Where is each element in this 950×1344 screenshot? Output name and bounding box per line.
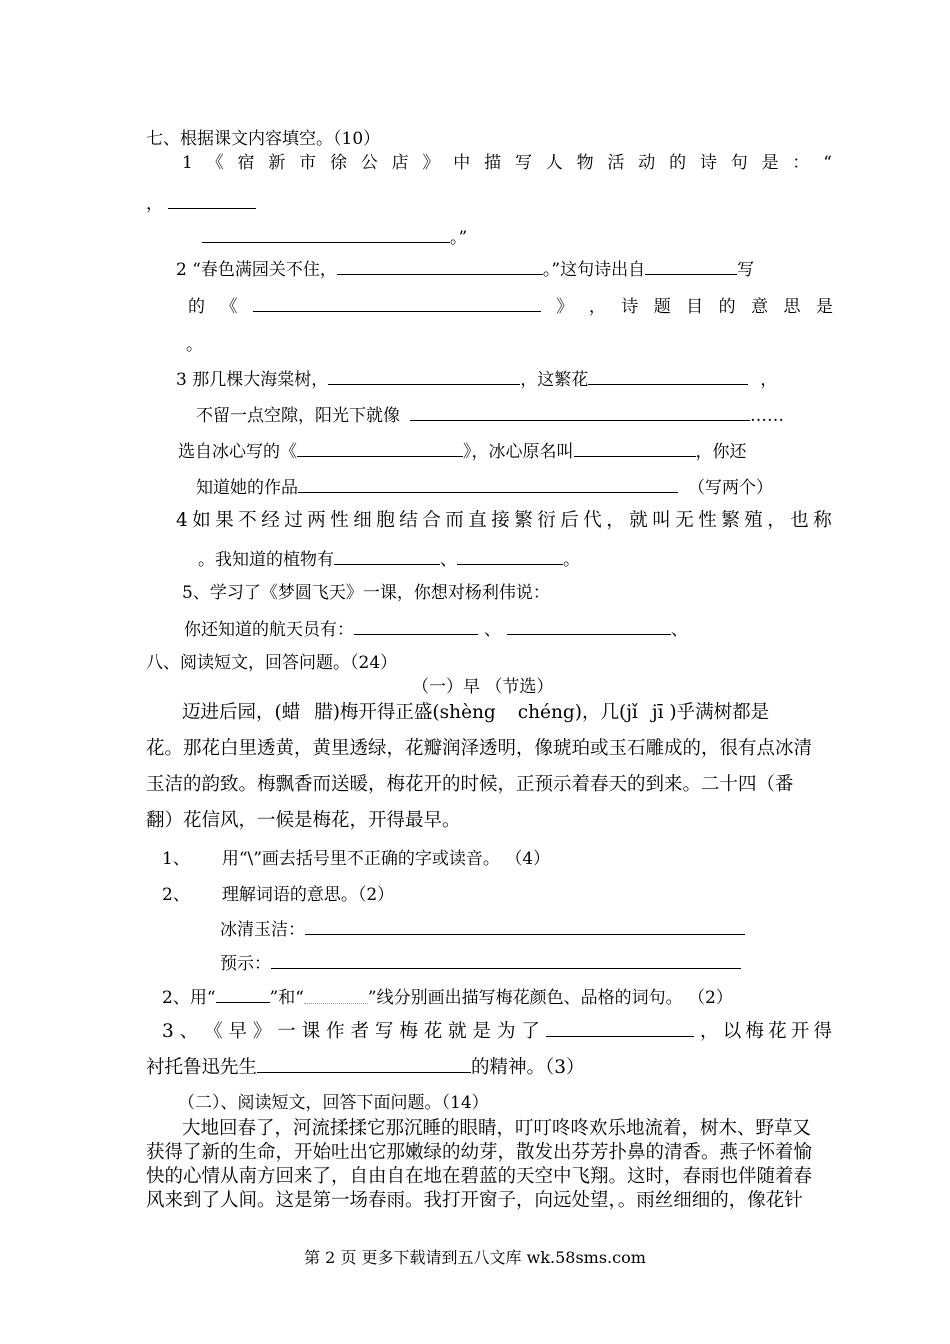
q8-2-text: 理解词语的意思。（2） <box>221 885 395 905</box>
q7-5-line-a: 5、学习了《梦圆飞天》一课，你想对杨利伟说： <box>182 583 550 603</box>
q8-2-term-1 <box>220 918 745 941</box>
answer-blank[interactable] <box>168 192 256 209</box>
q8-3 <box>162 986 733 1009</box>
q7-4-char: ， <box>767 510 786 531</box>
section-7-title: 七、根据课文内容填空。（10） <box>146 129 381 149</box>
q7-1-char: “ <box>823 153 832 173</box>
q7-3-text-f: 选自冰心写的《 <box>178 442 297 462</box>
q7-1-char: 活 <box>607 153 625 173</box>
q7-1-end-line <box>202 226 467 249</box>
q7-1-char: 是 <box>761 153 779 173</box>
q7-2-char: 诗 <box>621 297 639 317</box>
passage-2-line-3: 快的心情从南方回来了，自由自在地在碧蓝的天空中飞翔。这时，春雨也伴随着春 <box>146 1166 813 1187</box>
q7-2-char: 》 <box>556 297 574 317</box>
section-8-title: 八、阅读短文，回答问题。（24） <box>146 653 398 673</box>
q7-2-text-a: 2 “春色满园关不住， <box>176 260 337 280</box>
q8-4-char: 、 <box>179 1021 199 1042</box>
q7-1-char: 中 <box>453 153 471 173</box>
q8-4-char: 》 <box>252 1021 272 1042</box>
q7-3-text-j: （写两个） <box>688 478 773 498</box>
q7-3-text-g: 》，冰心原名叫 <box>463 442 574 462</box>
q7-2-char: 题 <box>653 297 671 317</box>
q7-3-line-a <box>176 368 777 391</box>
passage-text: jī )乎满树都是 <box>651 702 770 723</box>
q8-4-char: 课 <box>301 1021 321 1042</box>
q8-4-char: 梅 <box>399 1021 418 1042</box>
q8-4-line-b <box>146 1056 585 1079</box>
q7-1-char: 句 <box>730 153 748 173</box>
q7-4-line-a <box>176 510 832 532</box>
q8-1-text: 用“\”画去括号里不正确的字或读音。 （4） <box>221 849 551 869</box>
q7-4-char: 结 <box>399 510 418 531</box>
q7-2-text-c: 写 <box>737 260 755 280</box>
q7-1-comma: ， <box>146 194 163 214</box>
answer-blank[interactable] <box>334 548 440 565</box>
answer-blank[interactable] <box>328 368 520 385</box>
passage-1-line-3: 玉洁的韵致。梅飘香而送暖，梅花开的时候，正预示着春天的到来。二十四（番 <box>146 774 794 795</box>
q7-2-char: 是 <box>815 297 833 317</box>
term-label: 预示： <box>220 954 271 974</box>
answer-blank[interactable] <box>271 952 741 969</box>
q7-1-char: 的 <box>669 153 687 173</box>
q8-4-char: 花 <box>768 1021 787 1042</box>
q7-3-line-d <box>196 476 773 499</box>
q8-4-char: ， <box>700 1021 719 1042</box>
q7-3-line-b <box>196 404 784 427</box>
q8-4-char: 写 <box>374 1021 394 1042</box>
answer-blank[interactable] <box>588 368 748 385</box>
q8-4-char: 开 <box>790 1021 810 1042</box>
answer-blank[interactable] <box>298 476 678 493</box>
q7-1-char: 写 <box>514 153 532 173</box>
q7-5-text-b: 你还知道的航天员有： <box>184 620 354 640</box>
passage-text: chéng)，几(jǐ <box>517 702 638 723</box>
q7-4-char: 殖 <box>744 510 763 531</box>
answer-blank[interactable] <box>253 295 541 312</box>
q7-4-char: 4 <box>176 510 188 531</box>
q7-4-char: 如 <box>192 510 211 531</box>
answer-blank[interactable] <box>305 918 745 935</box>
q7-3-text-c: ， <box>760 370 778 390</box>
q7-3-text-i: 知道她的作品 <box>196 478 298 498</box>
q8-3-text-a: 2、用“ <box>162 988 216 1008</box>
q7-4-char: 细 <box>353 510 372 531</box>
passage-1-line-4: 翻）花信风，一候是梅花，开得最早。 <box>146 810 461 831</box>
q8-4-char: 以 <box>722 1021 742 1042</box>
q8-4-text-b: 衬托鲁迅先生 <box>146 1057 258 1078</box>
q7-4-char: 衍 <box>537 510 556 531</box>
q8-4-char: 就 <box>448 1021 467 1042</box>
q7-1-char: 描 <box>484 153 502 173</box>
answer-blank[interactable] <box>297 440 463 457</box>
q7-2-char: ， <box>588 297 606 317</box>
q7-2-line-a <box>176 258 754 281</box>
q7-1-comma-line <box>146 192 256 215</box>
q8-4-char: 早 <box>228 1021 247 1042</box>
q7-4-char: 过 <box>284 510 303 531</box>
q8-4-text-c: 的精神。（3） <box>471 1057 585 1078</box>
passage-2-line-4: 风来到了人间。这是第一场春雨。我打开窗子，向远处望，。雨丝细细的，像花针 <box>146 1190 803 1211</box>
q7-4-char: 不 <box>238 510 257 531</box>
q7-1-char: 宿 <box>237 153 255 173</box>
answer-blank[interactable] <box>337 258 543 275</box>
q8-4-text-tail <box>700 1021 832 1043</box>
q7-2-char: 的 <box>718 297 736 317</box>
q8-4-char: 作 <box>326 1021 345 1042</box>
straight-line-sample <box>216 986 270 1003</box>
passage-1-line-2: 花。那花白里透黄，黄里透绿，花瓣润泽透明，像琥珀或玉石雕成的，很有点冰清 <box>146 738 813 759</box>
q7-1-char: 诗 <box>699 153 717 173</box>
answer-blank[interactable] <box>574 440 696 457</box>
q8-3-text-b: ”和“ <box>269 988 304 1008</box>
answer-blank[interactable] <box>645 258 737 275</box>
q7-1-char: 新 <box>268 153 286 173</box>
q8-4-char: 是 <box>472 1021 492 1042</box>
passage-2-line-2: 获得了新的生命，开始吐出它那嫩绿的幼芽，散发出芬芳扑鼻的清香。燕子怀着愉 <box>146 1142 813 1163</box>
answer-blank[interactable] <box>457 548 563 565</box>
q8-4-char: 者 <box>350 1021 370 1042</box>
q7-1-char: 人 <box>545 153 563 173</box>
q7-3-line-c <box>178 440 747 463</box>
q8-4-char: 梅 <box>745 1021 764 1042</box>
q7-4-char: 而 <box>445 510 464 531</box>
q7-1-char: 公 <box>360 153 378 173</box>
q7-4-text-b: 。我知道的植物有 <box>198 550 334 570</box>
q8-4-char: 了 <box>521 1021 540 1042</box>
page-footer: 第 2 页 更多下载请到五八文库 wk.58sms.com <box>304 1248 646 1267</box>
q8-1-num: 1、 <box>162 849 190 869</box>
passage-text: 迈进后园，(蜡 <box>182 702 301 723</box>
q7-4-char: 繁 <box>721 510 740 531</box>
q7-4-char: 直 <box>468 510 487 531</box>
q7-2-period: 。 <box>186 335 203 355</box>
q8-4-char: 得 <box>813 1021 832 1042</box>
q7-4-char: 也 <box>790 510 809 531</box>
q8-4-char: 《 <box>204 1021 223 1042</box>
q7-4-text-d: 。 <box>563 550 580 570</box>
q8-2 <box>162 884 394 906</box>
answer-blank[interactable] <box>546 1020 694 1037</box>
q7-4-text-c: 、 <box>440 550 457 570</box>
q8-4-char: 为 <box>496 1021 516 1042</box>
q7-4-char: 无 <box>675 510 694 531</box>
q8-3-text-c: ”线分别画出描写梅花颜色、品格的词句。 （2） <box>367 988 733 1008</box>
q7-5-text-c: 、 <box>484 620 501 640</box>
passage-1-subtitle: （一）早 （节选） <box>412 677 554 697</box>
q8-4-char: 花 <box>423 1021 443 1042</box>
q8-2-num: 2、 <box>162 885 190 905</box>
q7-4-char: 接 <box>491 510 510 531</box>
passage-2-title: （二）、阅读短文，回答下面问题。（14） <box>178 1093 489 1113</box>
q7-2-text-b: 。”这句诗出自 <box>542 260 646 280</box>
passage-2-line-1: 大地回春了，河流揉揉它那沉睡的眼睛，叮叮咚咚欢乐地流着，树木、野草又 <box>182 1118 812 1139</box>
q7-1-char: 《 <box>206 153 224 173</box>
q7-5-line-b <box>184 618 688 641</box>
q7-4-char: ， <box>606 510 625 531</box>
q7-4-char: 两 <box>307 510 326 531</box>
q7-1-char: 》 <box>422 153 440 173</box>
q7-4-char: 叫 <box>652 510 671 531</box>
q7-4-char: 代 <box>583 510 602 531</box>
q7-2-char: 目 <box>686 297 704 317</box>
q7-5-text-d: 、 <box>671 620 688 640</box>
q7-3-text-e: …… <box>750 406 784 426</box>
q7-1-end: 。” <box>450 228 468 248</box>
answer-blank[interactable] <box>410 404 750 421</box>
q7-1-char: 徐 <box>329 153 347 173</box>
q7-4-char: 称 <box>813 510 832 531</box>
passage-1-line-1 <box>182 702 832 724</box>
q7-1-char: 店 <box>391 153 409 173</box>
q7-4-char: 性 <box>698 510 717 531</box>
q7-3-text-d: 不留一点空隙，阳光下就像 <box>196 406 400 426</box>
q7-1-char: 市 <box>299 153 317 173</box>
q8-2-term-2 <box>220 952 741 975</box>
q7-1-char: ： <box>792 153 810 173</box>
q7-4-char: 经 <box>261 510 280 531</box>
q7-2-char: 的 <box>188 297 205 317</box>
q8-4-char: 一 <box>277 1021 296 1042</box>
q7-2-line-b <box>188 295 833 318</box>
q7-4-char: 性 <box>330 510 349 531</box>
q7-1-char: 1 <box>182 153 193 173</box>
q7-3-text-b: ，这繁花 <box>520 370 589 390</box>
q7-3-text-h: ，你还 <box>695 442 747 462</box>
q7-1-char: 物 <box>576 153 594 173</box>
answer-blank[interactable] <box>202 226 450 243</box>
q7-4-char: 果 <box>215 510 234 531</box>
q7-4-char: 就 <box>629 510 648 531</box>
q7-2-char: 意 <box>751 297 769 317</box>
q7-1-char: 动 <box>638 153 656 173</box>
q7-1-line <box>182 152 832 174</box>
q7-4-char: 胞 <box>376 510 395 531</box>
q7-4-char: 繁 <box>514 510 533 531</box>
q7-4-line-b <box>198 548 580 571</box>
passage-text: 腊)梅开得正盛(shèng <box>314 702 496 723</box>
wavy-line-sample <box>304 993 368 1004</box>
q8-4-text-a <box>162 1021 540 1043</box>
answer-blank[interactable] <box>257 1056 471 1073</box>
answer-blank[interactable] <box>507 618 671 635</box>
answer-blank[interactable] <box>354 618 478 635</box>
q7-2-char: 《 <box>220 297 238 317</box>
q7-2-char: 思 <box>783 297 801 317</box>
q8-4-line-a <box>162 1020 832 1043</box>
q8-1 <box>162 848 550 870</box>
q8-4-char: 3 <box>162 1021 174 1042</box>
term-label: 冰清玉洁： <box>220 920 305 940</box>
q7-4-char: 后 <box>560 510 579 531</box>
q7-4-char: 合 <box>422 510 441 531</box>
q7-3-text-a: 3 那几棵大海棠树， <box>176 370 329 390</box>
